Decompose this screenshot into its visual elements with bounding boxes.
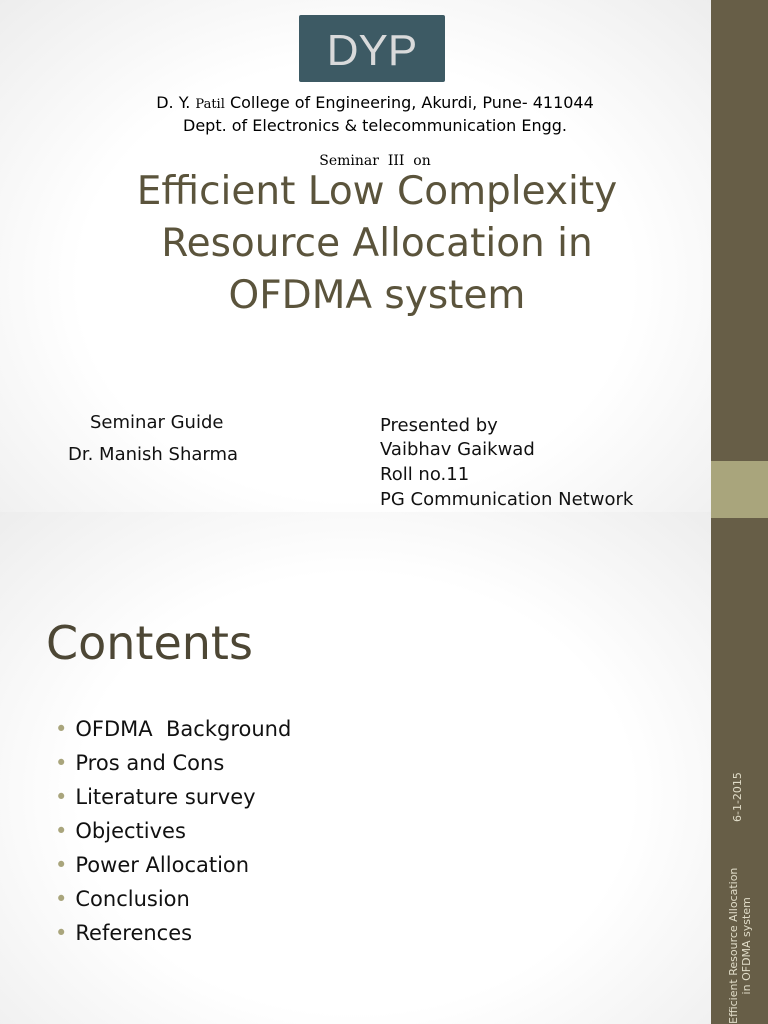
contents-list (55, 712, 291, 950)
title-slide (0, 0, 711, 512)
main-title (90, 166, 664, 322)
title-line-1: Efficient Low Complexity (136, 169, 618, 214)
college-name-serif: Patil (195, 97, 225, 112)
footer-title-line-2: in OFDMA system (740, 897, 753, 995)
title-line-2: Resource Allocation in (161, 221, 593, 266)
logo-text: DYP (326, 26, 418, 71)
contents-slide (0, 512, 711, 1024)
bullet-dot-icon: • (55, 887, 68, 911)
roll-number: Roll no.11 (380, 464, 470, 485)
bullet-dot-icon: • (55, 921, 68, 945)
list-item: • References (55, 921, 193, 945)
list-item: • Objectives (55, 819, 186, 843)
bullet-dot-icon: • (55, 785, 68, 809)
department-name: Dept. of Electronics & telecommunication Engg. (183, 116, 567, 135)
contents-title: Contents (46, 616, 253, 670)
title-line-3: OFDMA system (228, 273, 526, 318)
bullet-dot-icon: • (55, 853, 68, 877)
list-item: • OFDMA Background (55, 717, 292, 741)
list-item: • Conclusion (55, 887, 190, 911)
guide-label: Seminar Guide (90, 412, 224, 433)
list-item: • Power Allocation (55, 853, 250, 877)
program-name: PG Communication Network (380, 489, 634, 510)
presenter-name: Vaibhav Gaikwad (380, 439, 535, 460)
list-item: • Pros and Cons (55, 751, 225, 775)
dyp-logo-graphic (312, 27, 432, 71)
list-item: • Literature survey (55, 785, 256, 809)
footer-title-line-1: Efficient Resource Allocation (727, 867, 740, 1024)
college-name (0, 93, 711, 112)
presented-by-label: Presented by (380, 415, 498, 436)
seminar-label: Seminar III on (319, 153, 431, 169)
college-rest: College of Engineering, Akurdi, Pune- 411044 (224, 93, 594, 112)
bullet-dot-icon: • (55, 819, 68, 843)
bullet-dot-icon: • (55, 717, 68, 741)
dyp-logo (299, 15, 445, 82)
sidebar-accent-block (711, 461, 768, 518)
bullet-dot-icon: • (55, 751, 68, 775)
footer-date: 6-1-2015 (731, 772, 744, 822)
footer-title (727, 868, 753, 1024)
guide-name: Dr. Manish Sharma (68, 444, 239, 465)
college-prefix: D. Y. (156, 93, 196, 112)
